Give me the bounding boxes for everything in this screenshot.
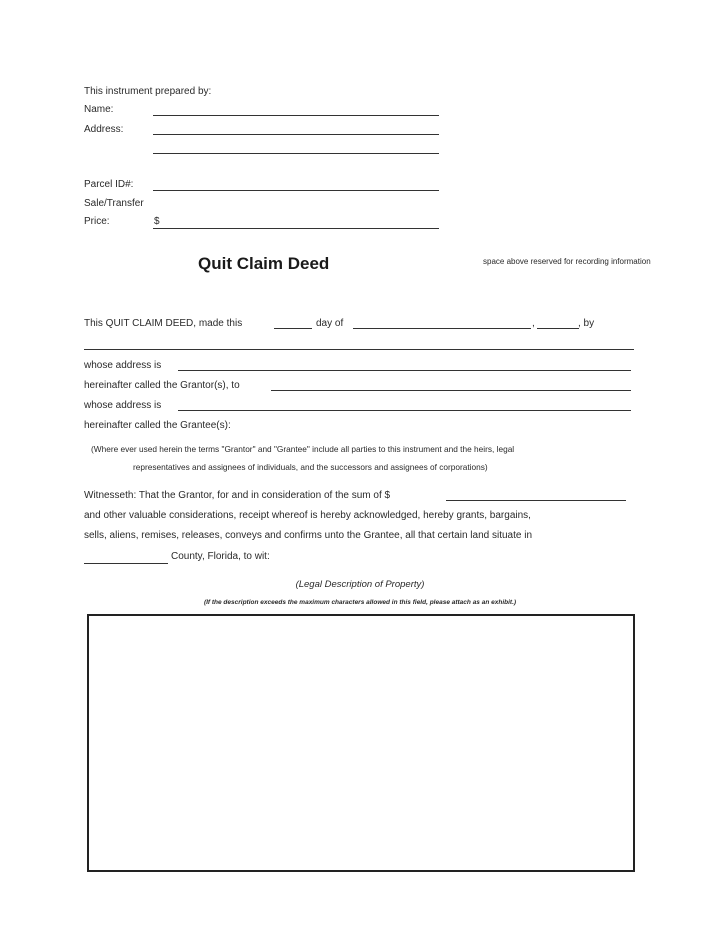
terms-note-line-2: representatives and assignees of individuals, and the successors and assignees of corporations) [133,462,488,472]
grantee-label: hereinafter called the Grantee(s): [84,420,231,431]
prepared-by-heading: This instrument prepared by: [84,86,212,97]
page-title: Quit Claim Deed [198,254,330,273]
witnesseth-line-3: sells, aliens, remises, releases, conveys and confirms unto the Grantee, all that certain land situate in [84,530,533,541]
grantor-name-field[interactable] [84,349,634,350]
witnesseth-line-4: County, Florida, to wit: [171,551,270,562]
terms-note-line-1: (Where ever used herein the terms "Grantor" and "Grantee" include all parties to this instrument and the heirs, legal [91,444,515,454]
year-field[interactable] [537,328,579,329]
witnesseth-line-2: and other valuable considerations, receipt whereof is hereby acknowledged, hereby grants, bargains, [84,510,531,521]
name-label: Name: [84,104,114,115]
made-this-label: This QUIT CLAIM DEED, made this [84,318,243,329]
day-field[interactable] [274,328,312,329]
grantee-name-field[interactable] [271,390,631,391]
legal-description-textarea[interactable] [87,614,635,872]
recording-note: space above reserved for recording information [483,257,651,266]
county-field[interactable] [84,563,168,564]
consideration-amount-field[interactable] [446,500,626,501]
sale-transfer-label: Sale/Transfer [84,198,144,209]
by-label: , by [578,318,595,329]
grantor-label: hereinafter called the Grantor(s), to [84,380,240,391]
grantee-address-field[interactable] [178,410,631,411]
month-field[interactable] [353,328,531,329]
price-dollar-sign: $ [154,216,160,227]
comma-label: , [532,318,535,329]
whose-address-label-2: whose address is [84,400,162,411]
parcel-id-label: Parcel ID#: [84,179,134,190]
address-field-line-1[interactable] [153,134,439,135]
name-field[interactable] [153,115,439,116]
grantor-address-field[interactable] [178,370,631,371]
witnesseth-line-1: Witnesseth: That the Grantor, for and in consideration of the sum of $ [84,490,391,501]
price-field[interactable] [153,228,439,229]
legal-description-heading: (Legal Description of Property) [295,579,425,590]
address-label: Address: [84,124,124,135]
day-of-label: day of [316,318,344,329]
whose-address-label-1: whose address is [84,360,162,371]
legal-description-note: (If the description exceeds the maximum characters allowed in this field, please attach as an exhibit.) [203,599,517,606]
price-label: Price: [84,216,110,227]
address-field-line-2[interactable] [153,153,439,154]
parcel-id-field[interactable] [153,190,439,191]
